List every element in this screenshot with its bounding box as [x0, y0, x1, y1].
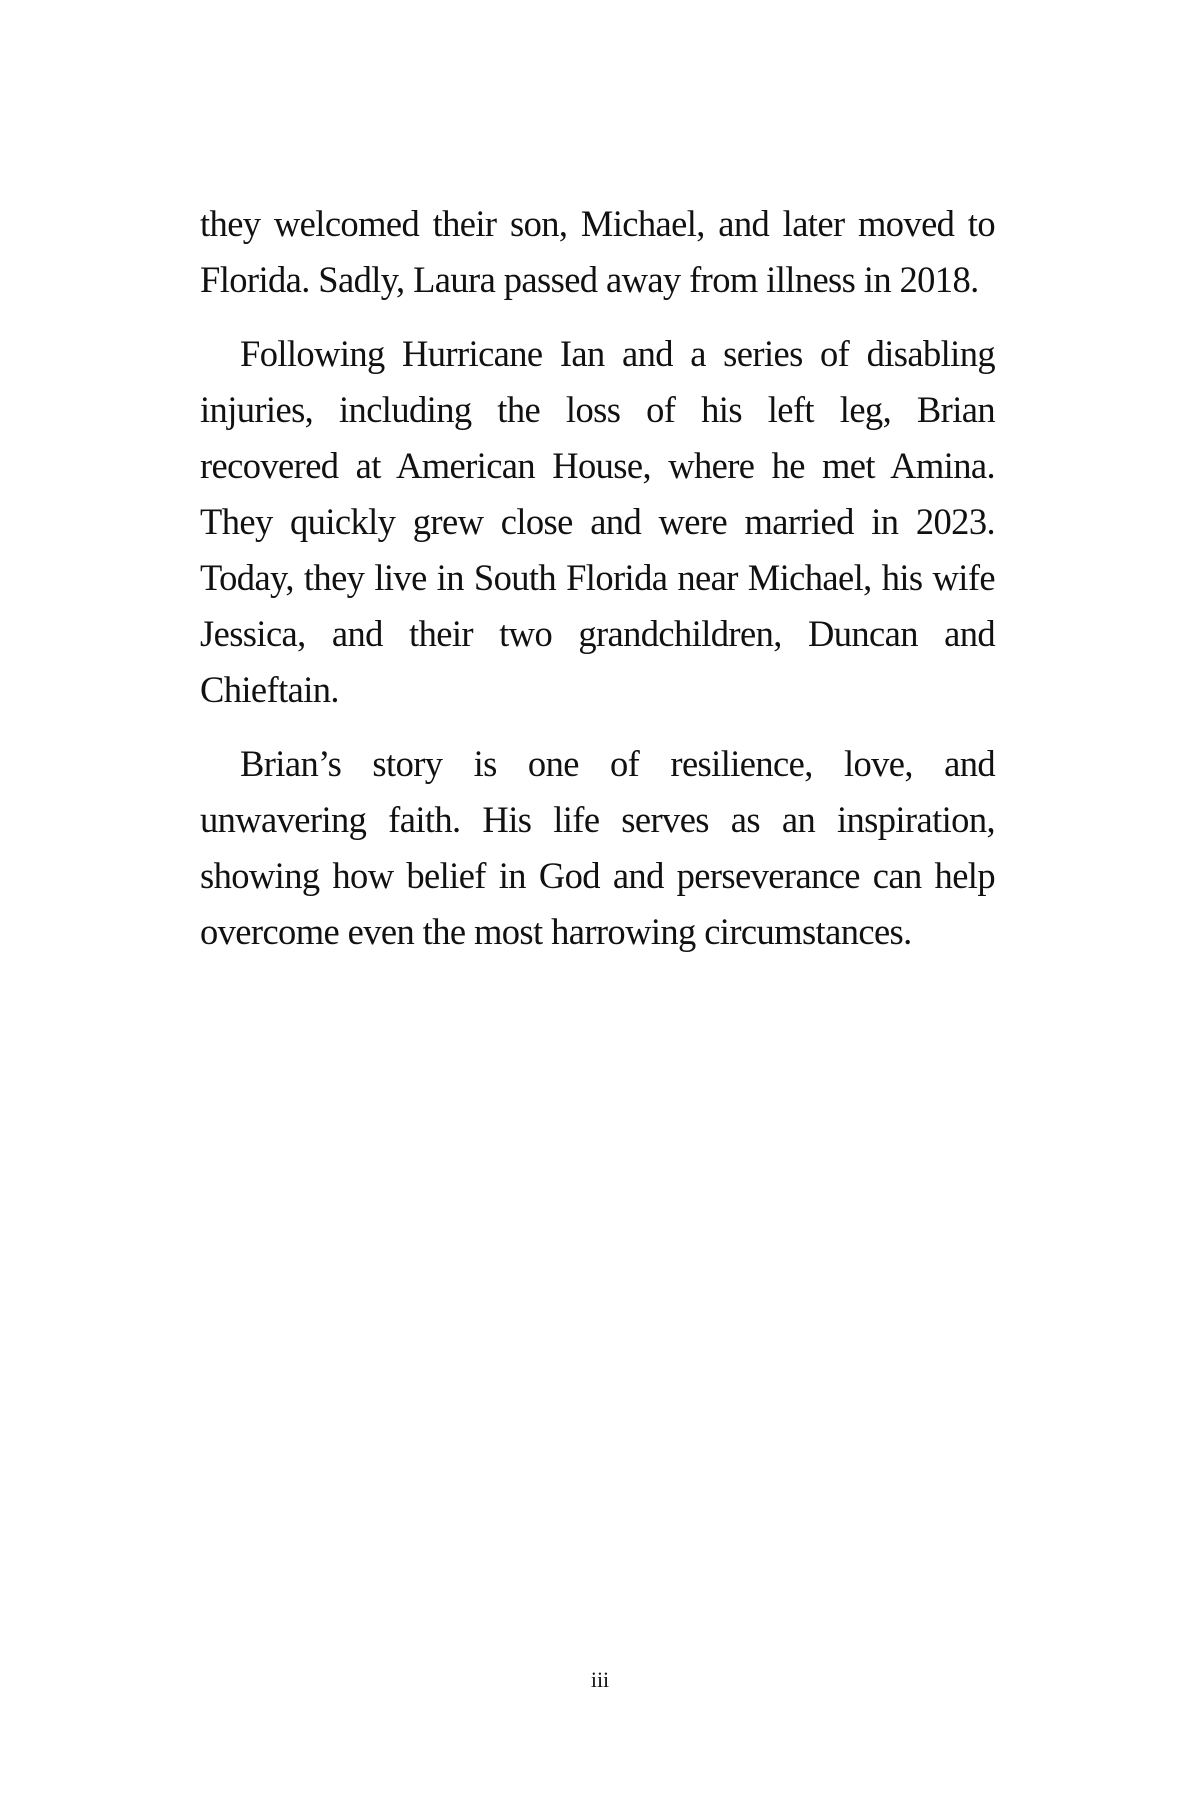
page-body — [200, 196, 995, 978]
paragraph-continuation: they welcomed their son, Michael, and later moved to Florida. Sadly, Laura passed away from illness in 2018. — [200, 203, 995, 300]
page-number: iii — [590, 1667, 610, 1692]
paragraph-hurricane-recovery: Following Hurricane Ian and a series of disabling injuries, including the loss of his left leg, Brian recovered at American House, where he met Amina. They quickly grew close and were married in 2023. Today, they live in South Florida near Michael, his wife Jessica, and their two grandchildren, Duncan and Chieftain. — [200, 333, 995, 710]
paragraph-resilience: Brian’s story is one of resilience, love, and unwavering faith. His life serves as an inspiration, showing how belief in God and perseverance can help overcome even the most harrowing circumstances. — [200, 743, 995, 952]
